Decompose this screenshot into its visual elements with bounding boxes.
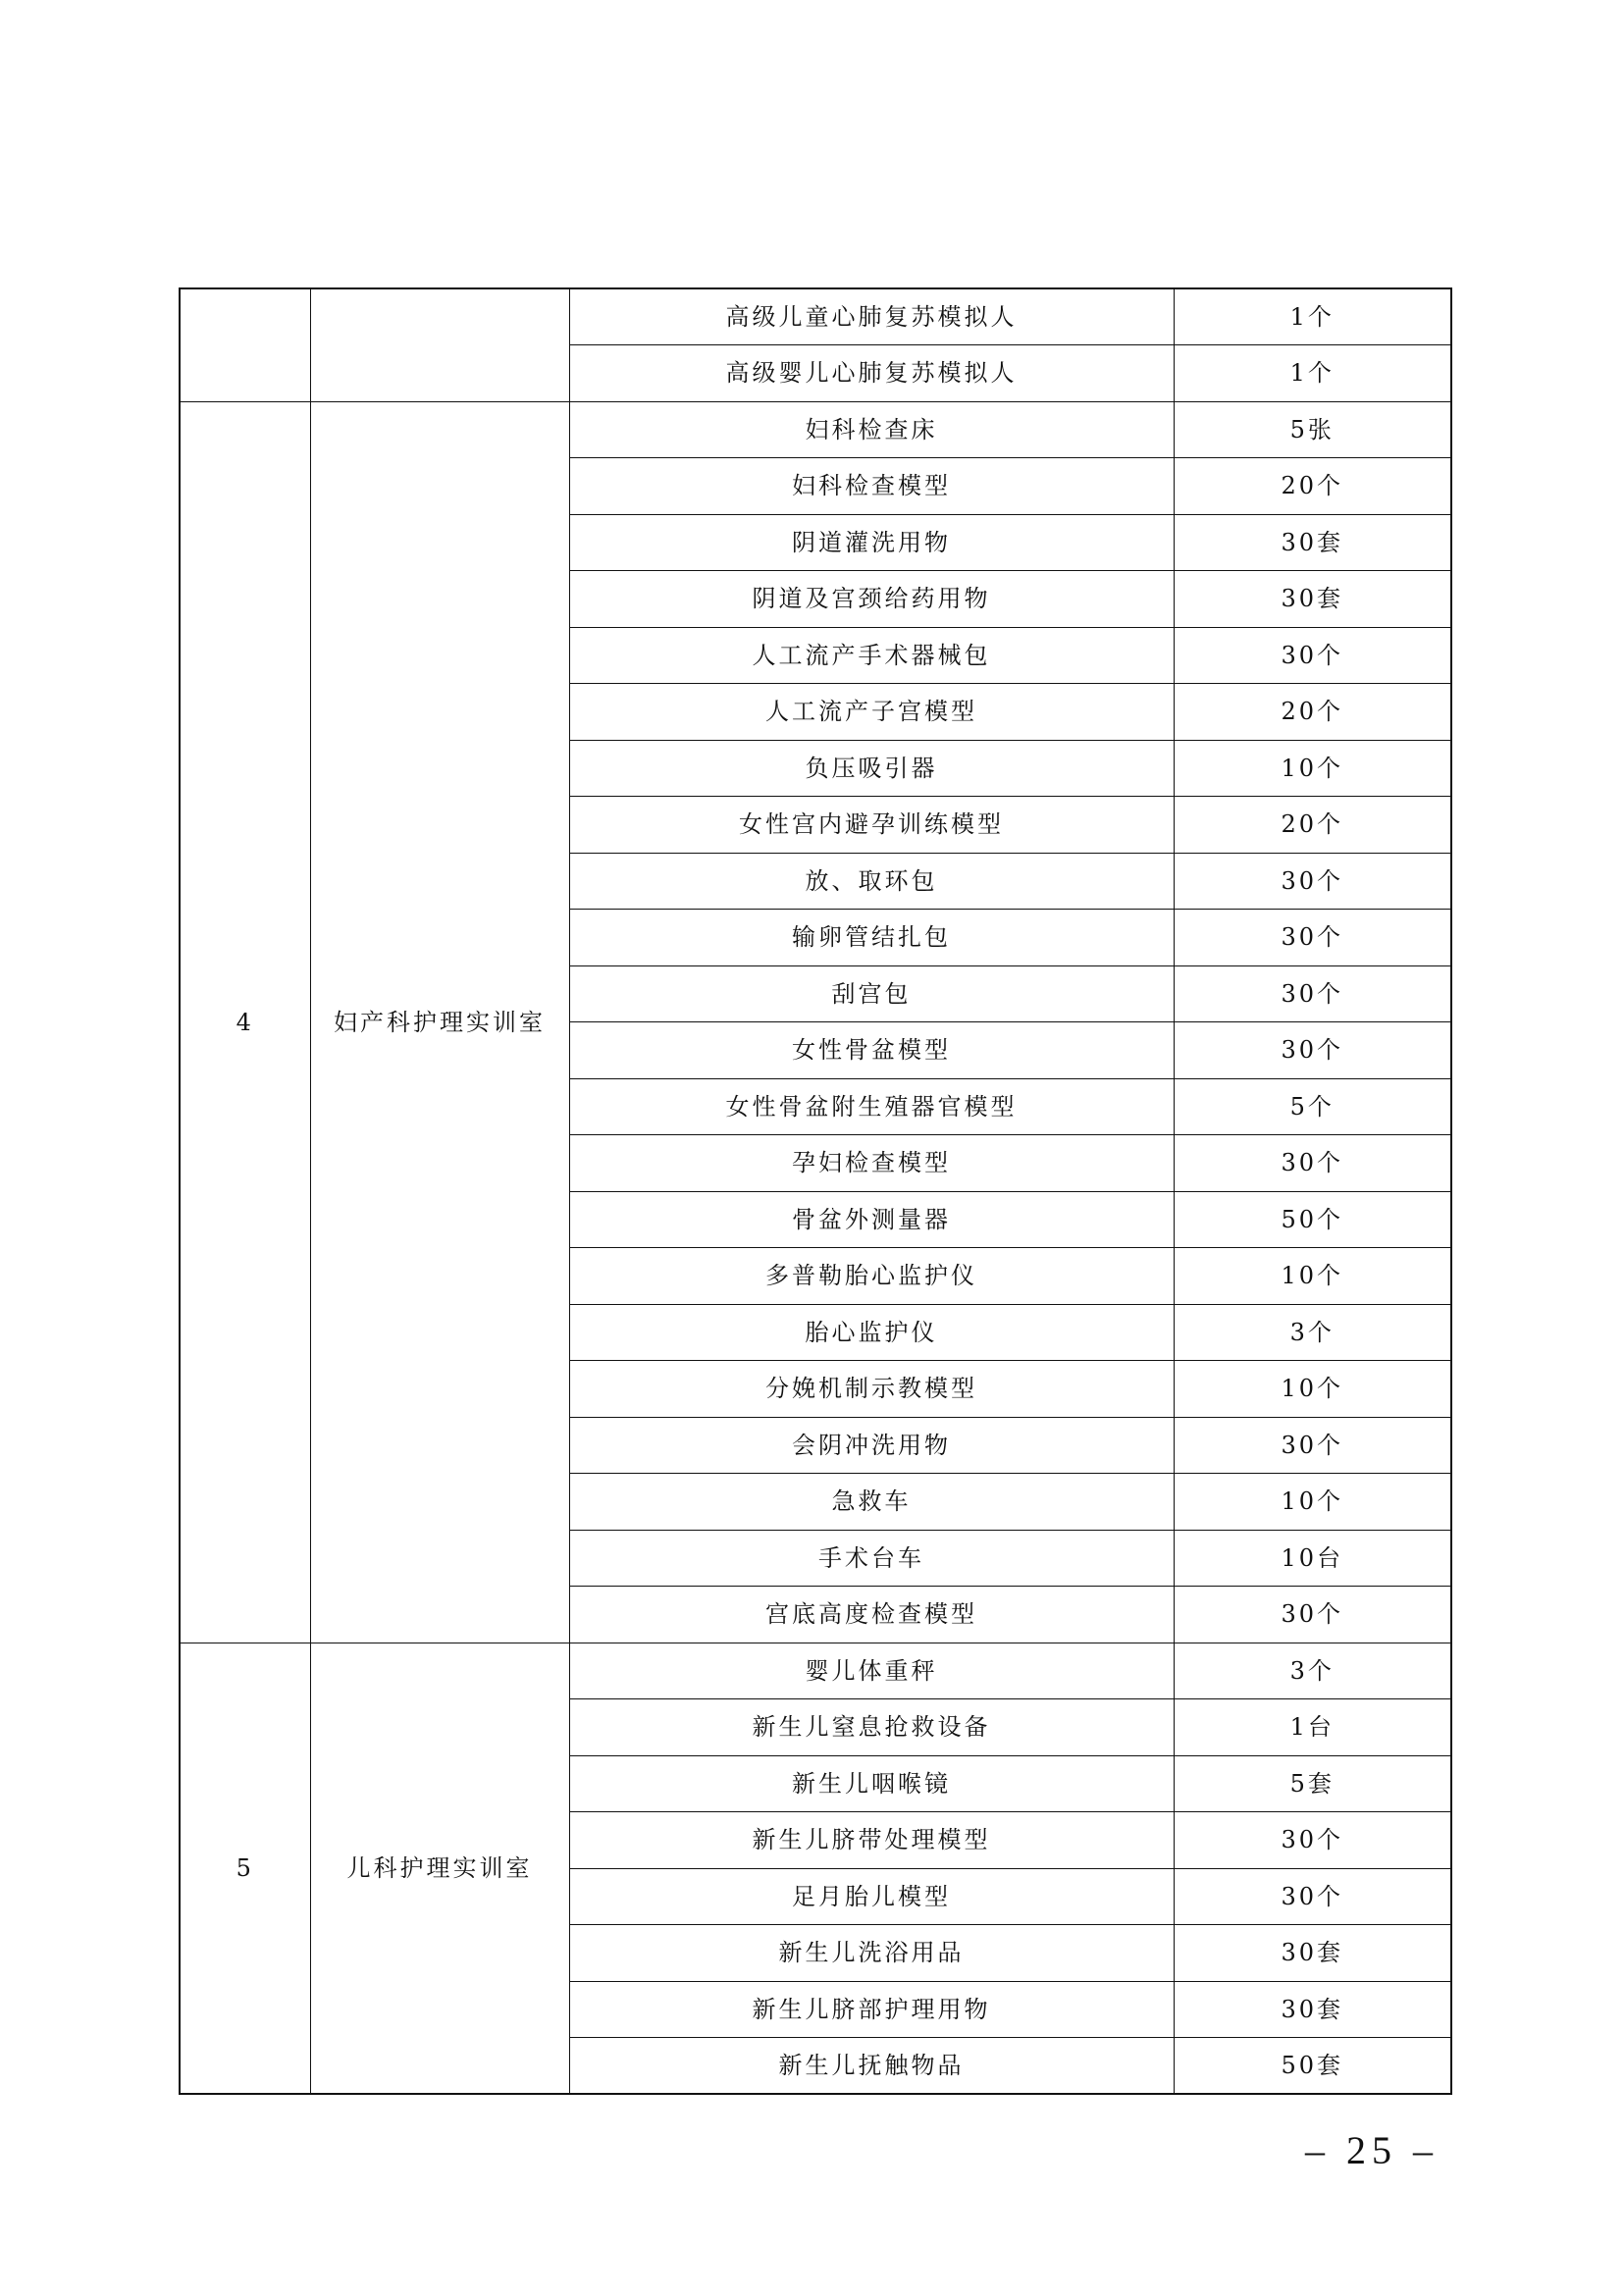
- quantity-cell: 10个: [1174, 1248, 1451, 1305]
- equipment-name-cell: 负压吸引器: [569, 740, 1174, 797]
- equipment-table-body: [180, 288, 1451, 2094]
- equipment-name-cell: 高级儿童心肺复苏模拟人: [569, 288, 1174, 345]
- equipment-name-cell: 妇科检查床: [569, 401, 1174, 458]
- equipment-table: [179, 287, 1452, 2095]
- serial-number-cell: [180, 288, 310, 401]
- equipment-name-cell: 人工流产子宫模型: [569, 684, 1174, 741]
- quantity-cell: 50个: [1174, 1191, 1451, 1248]
- quantity-cell: 1个: [1174, 288, 1451, 345]
- quantity-cell: 30个: [1174, 910, 1451, 966]
- equipment-name-cell: 女性骨盆模型: [569, 1022, 1174, 1079]
- equipment-name-cell: 女性骨盆附生殖器官模型: [569, 1078, 1174, 1135]
- equipment-name-cell: 多普勒胎心监护仪: [569, 1248, 1174, 1305]
- page-number: – 25 –: [1305, 2128, 1439, 2172]
- quantity-cell: 30套: [1174, 571, 1451, 628]
- quantity-cell: 30个: [1174, 627, 1451, 684]
- equipment-name-cell: 手术台车: [569, 1530, 1174, 1587]
- serial-number-cell: 4: [180, 401, 310, 1643]
- equipment-name-cell: 胎心监护仪: [569, 1304, 1174, 1361]
- serial-number-cell: 5: [180, 1643, 310, 2094]
- equipment-name-cell: 分娩机制示教模型: [569, 1361, 1174, 1418]
- equipment-name-cell: 新生儿抚触物品: [569, 2038, 1174, 2095]
- quantity-cell: 3个: [1174, 1304, 1451, 1361]
- quantity-cell: 20个: [1174, 797, 1451, 854]
- equipment-name-cell: 新生儿洗浴用品: [569, 1925, 1174, 1982]
- quantity-cell: 1台: [1174, 1699, 1451, 1756]
- quantity-cell: 3个: [1174, 1643, 1451, 1699]
- quantity-cell: 5个: [1174, 1078, 1451, 1135]
- table-row: [180, 401, 1451, 458]
- equipment-name-cell: 急救车: [569, 1474, 1174, 1531]
- quantity-cell: 1个: [1174, 345, 1451, 402]
- quantity-cell: 30套: [1174, 1925, 1451, 1982]
- equipment-name-cell: 阴道及宫颈给药用物: [569, 571, 1174, 628]
- quantity-cell: 30套: [1174, 514, 1451, 571]
- table-row: [180, 288, 1451, 345]
- quantity-cell: 30个: [1174, 1868, 1451, 1925]
- quantity-cell: 20个: [1174, 684, 1451, 741]
- quantity-cell: 30个: [1174, 853, 1451, 910]
- equipment-name-cell: 妇科检查模型: [569, 458, 1174, 515]
- equipment-name-cell: 刮宫包: [569, 965, 1174, 1022]
- quantity-cell: 30个: [1174, 1812, 1451, 1869]
- quantity-cell: 5张: [1174, 401, 1451, 458]
- equipment-name-cell: 足月胎儿模型: [569, 1868, 1174, 1925]
- equipment-name-cell: 新生儿脐带处理模型: [569, 1812, 1174, 1869]
- quantity-cell: 10台: [1174, 1530, 1451, 1587]
- training-room-cell: [310, 288, 569, 401]
- equipment-name-cell: 会阴冲洗用物: [569, 1417, 1174, 1474]
- equipment-name-cell: 宫底高度检查模型: [569, 1587, 1174, 1643]
- equipment-name-cell: 婴儿体重秤: [569, 1643, 1174, 1699]
- equipment-name-cell: 女性宫内避孕训练模型: [569, 797, 1174, 854]
- quantity-cell: 30个: [1174, 1135, 1451, 1192]
- equipment-name-cell: 高级婴儿心肺复苏模拟人: [569, 345, 1174, 402]
- equipment-name-cell: 新生儿脐部护理用物: [569, 1981, 1174, 2038]
- quantity-cell: 10个: [1174, 1361, 1451, 1418]
- quantity-cell: 10个: [1174, 740, 1451, 797]
- equipment-name-cell: 孕妇检查模型: [569, 1135, 1174, 1192]
- quantity-cell: 30个: [1174, 1587, 1451, 1643]
- quantity-cell: 30个: [1174, 1417, 1451, 1474]
- training-room-cell: 儿科护理实训室: [310, 1643, 569, 2094]
- equipment-name-cell: 阴道灌洗用物: [569, 514, 1174, 571]
- equipment-name-cell: 输卵管结扎包: [569, 910, 1174, 966]
- quantity-cell: 20个: [1174, 458, 1451, 515]
- equipment-name-cell: 放、取环包: [569, 853, 1174, 910]
- quantity-cell: 30个: [1174, 965, 1451, 1022]
- equipment-name-cell: 骨盆外测量器: [569, 1191, 1174, 1248]
- equipment-name-cell: 新生儿咽喉镜: [569, 1755, 1174, 1812]
- quantity-cell: 10个: [1174, 1474, 1451, 1531]
- equipment-name-cell: 新生儿窒息抢救设备: [569, 1699, 1174, 1756]
- quantity-cell: 5套: [1174, 1755, 1451, 1812]
- quantity-cell: 30个: [1174, 1022, 1451, 1079]
- table-row: [180, 1643, 1451, 1699]
- equipment-name-cell: 人工流产手术器械包: [569, 627, 1174, 684]
- quantity-cell: 30套: [1174, 1981, 1451, 2038]
- training-room-cell: 妇产科护理实训室: [310, 401, 569, 1643]
- quantity-cell: 50套: [1174, 2038, 1451, 2095]
